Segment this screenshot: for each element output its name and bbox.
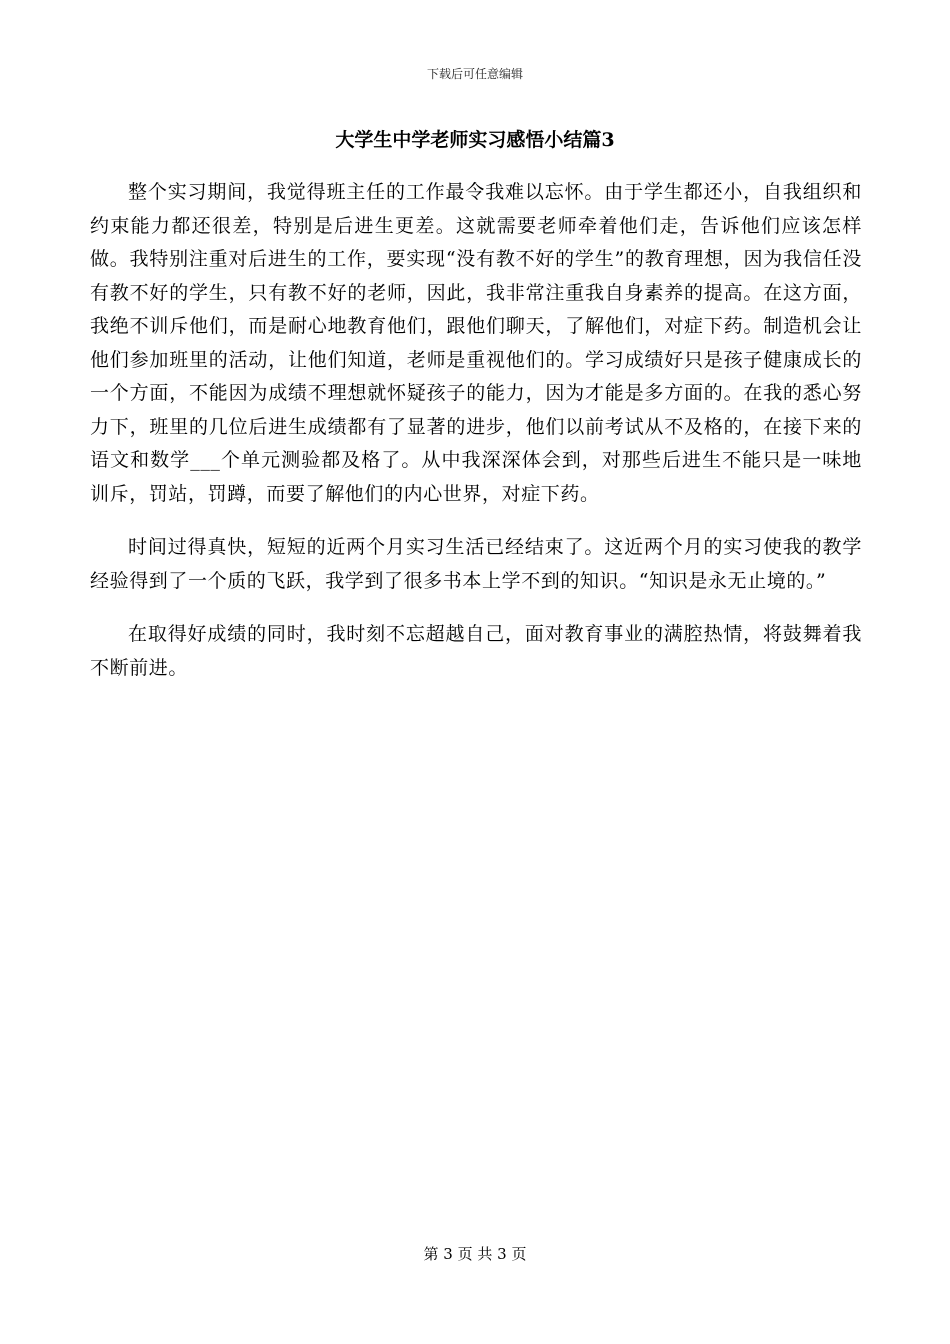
header-note: 下载后可任意编辑 xyxy=(426,67,523,81)
paragraph-1: 整个实习期间，我觉得班主任的工作最令我难以忘怀。由于学生都还小，自我组织和约束能力都还很差，特别是后进生更差。这就需要老师牵着他们走，告诉他们应该怎样做。我特别注重对后进生的工作，要实现“没有教不好的学生”的教育理想，因为我信任没有教不好的学生，只有教不好的老师，因此，我非常注重我自身素养的提高。在这方面，我绝不训斥他们，而是耐心地教育他们，跟他们聊天，了解他们，对症下药。制造机会让他们参加班里的活动，让他们知道，老师是重视他们的。学习成绩好只是孩子健康成长的一个方面，不能因为成绩不理想就怀疑孩子的能力，因为才能是多方面的。在我的悉心努力下，班里的几位后进生成绩都有了显著的进步，他们以前考试从不及格的，在接下来的语文和数学___个单元测验都及格了。从中我深深体会到，对那些后进生不能只是一味地训斥，罚站，罚蹲，而要了解他们的内心世界，对症下药。 xyxy=(90,181,862,505)
page-number: 第 3 页 共 3 页 xyxy=(423,1245,527,1263)
paragraph-2: 时间过得真快，短短的近两个月实习生活已经结束了。这近两个月的实习使我的教学经验得到了一个质的飞跃，我学到了很多书本上学不到的知识。“知识是永无止境的。” xyxy=(90,536,862,592)
paragraph-3: 在取得好成绩的同时，我时刻不忘超越自己，面对教育事业的满腔热情，将鼓舞着我不断前进。 xyxy=(90,623,862,679)
document-body xyxy=(90,176,862,705)
document-title: 大学生中学老师实习感悟小结篇3 xyxy=(335,129,615,151)
